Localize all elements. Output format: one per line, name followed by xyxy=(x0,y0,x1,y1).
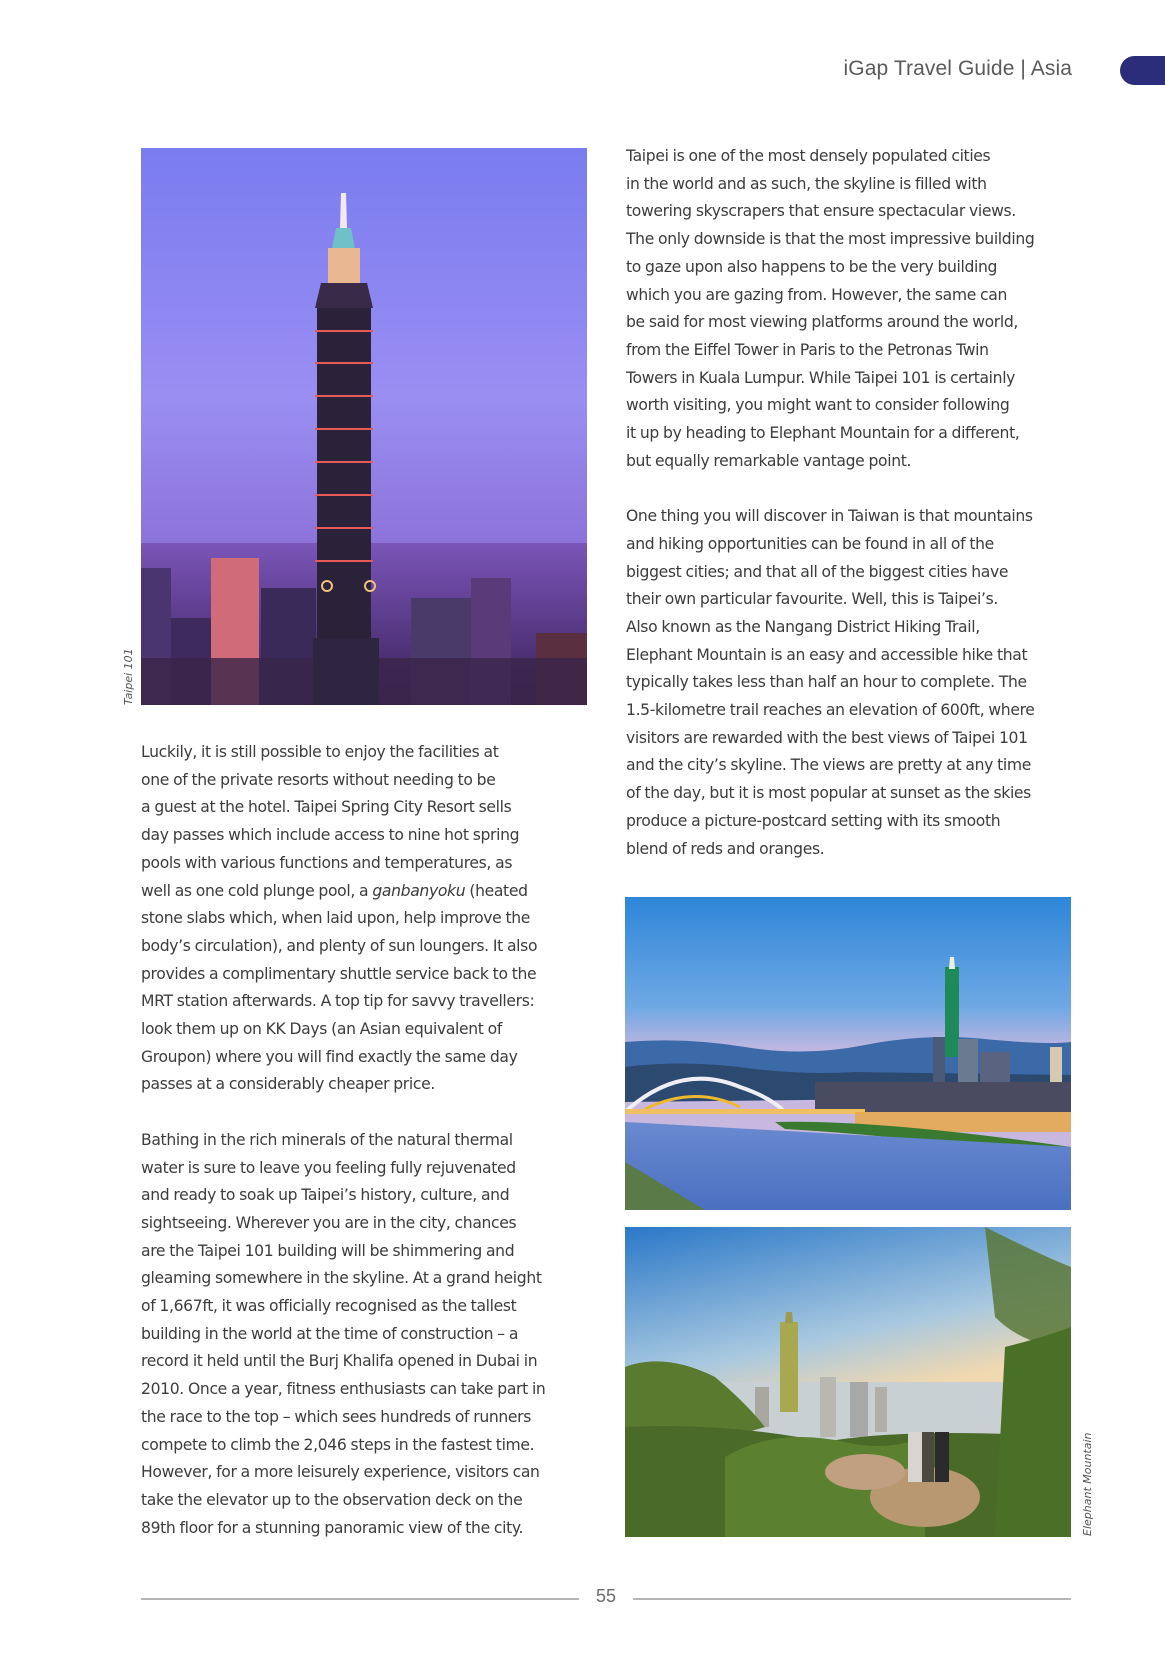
paragraph: Taipei is one of the most densely populated cities in the world and as such, the skyline is filled with towering skyscrapers that ensure spectacular views. The only downside is that the most impressive building to gaze upon also happens to be the very building which you are gazing from. However, the same can be said for most viewing platforms around the world, from the Eiffel Tower in Paris to the Petronas Twin Towers in Kuala Lumpur. While Taipei 101 is certainly worth visiting, you might want to consider following it up by heading to Elephant Mountain for a different, but equally remarkable vantage point. xyxy=(626,147,1035,470)
right-column-text xyxy=(626,143,1086,863)
footer-rule-right xyxy=(633,1598,1071,1600)
taipei-river-skyline-photo xyxy=(625,897,1071,1210)
paragraph: One thing you will discover in Taiwan is that mountains and hiking opportunities can be found in all of the biggest cities; and that all of the biggest cities have their own particular favourite. Well, this is Taipei’s. Also known as the Nangang District Hiking Trail, Elephant Mountain is an easy and accessible hike that typically takes less than half an hour to complete. The 1.5-kilometre trail reaches an elevation of 600ft, where visitors are rewarded with the best views of Taipei 101 and the city’s skyline. The views are pretty at any time of the day, but it is most popular at sunset as the skies produce a picture-postcard setting with its smooth blend of reds and oranges. xyxy=(626,507,1035,858)
taipei-101-night-photo xyxy=(141,148,587,705)
italic-term: ganbanyoku xyxy=(372,881,466,900)
photo-caption-elephant-mountain: Elephant Mountain xyxy=(1081,1432,1094,1536)
paragraph-text: Luckily, it is still possible to enjoy the facilities at one of the private resorts without needing to be a guest at the hotel. Taipei Spring City Resort sells day passes which include access to nine hot spring pools with various functions and temperatures, as well as one cold plunge pool, a xyxy=(141,743,520,900)
section-tab-marker xyxy=(1120,56,1165,85)
left-column-text xyxy=(141,739,601,1542)
elephant-mountain-photo xyxy=(625,1227,1071,1537)
paragraph-text: (heated stone slabs which, when laid upon, help improve the body’s circulation), and plenty of sun loungers. It also provides a complimentary shuttle service back to the MRT station afterwards. A top tip for savvy travellers: look them up on KK Days (an Asian equivalent of Groupon) where you will find exactly the same day passes at a considerably cheaper price. xyxy=(141,881,538,1094)
running-header: iGap Travel Guide | Asia xyxy=(843,57,1072,80)
paragraph xyxy=(141,739,601,1099)
footer-rule-left xyxy=(141,1598,579,1600)
photo-caption-taipei-101: Taipei 101 xyxy=(122,648,135,705)
page-number: 55 xyxy=(596,1586,617,1606)
paragraph: Bathing in the rich minerals of the natural thermal water is sure to leave you feeling fully rejuvenated and ready to soak up Taipei’s history, culture, and sightseeing. Wherever you are in the city, chances are the Taipei 101 building will be shimmering and gleaming somewhere in the skyline. At a grand height of 1,667ft, it was officially recognised as the tallest building in the world at the time of construction – a record it held until the Burj Khalifa opened in Dubai in 2010. Once a year, fitness enthusiasts can take part in the race to the top – which sees hundreds of runners compete to climb the 2,046 steps in the fastest time. However, for a more leisurely experience, visitors can take the elevator up to the observation deck on the 89th floor for a stunning panoramic view of the city. xyxy=(141,1130,546,1537)
